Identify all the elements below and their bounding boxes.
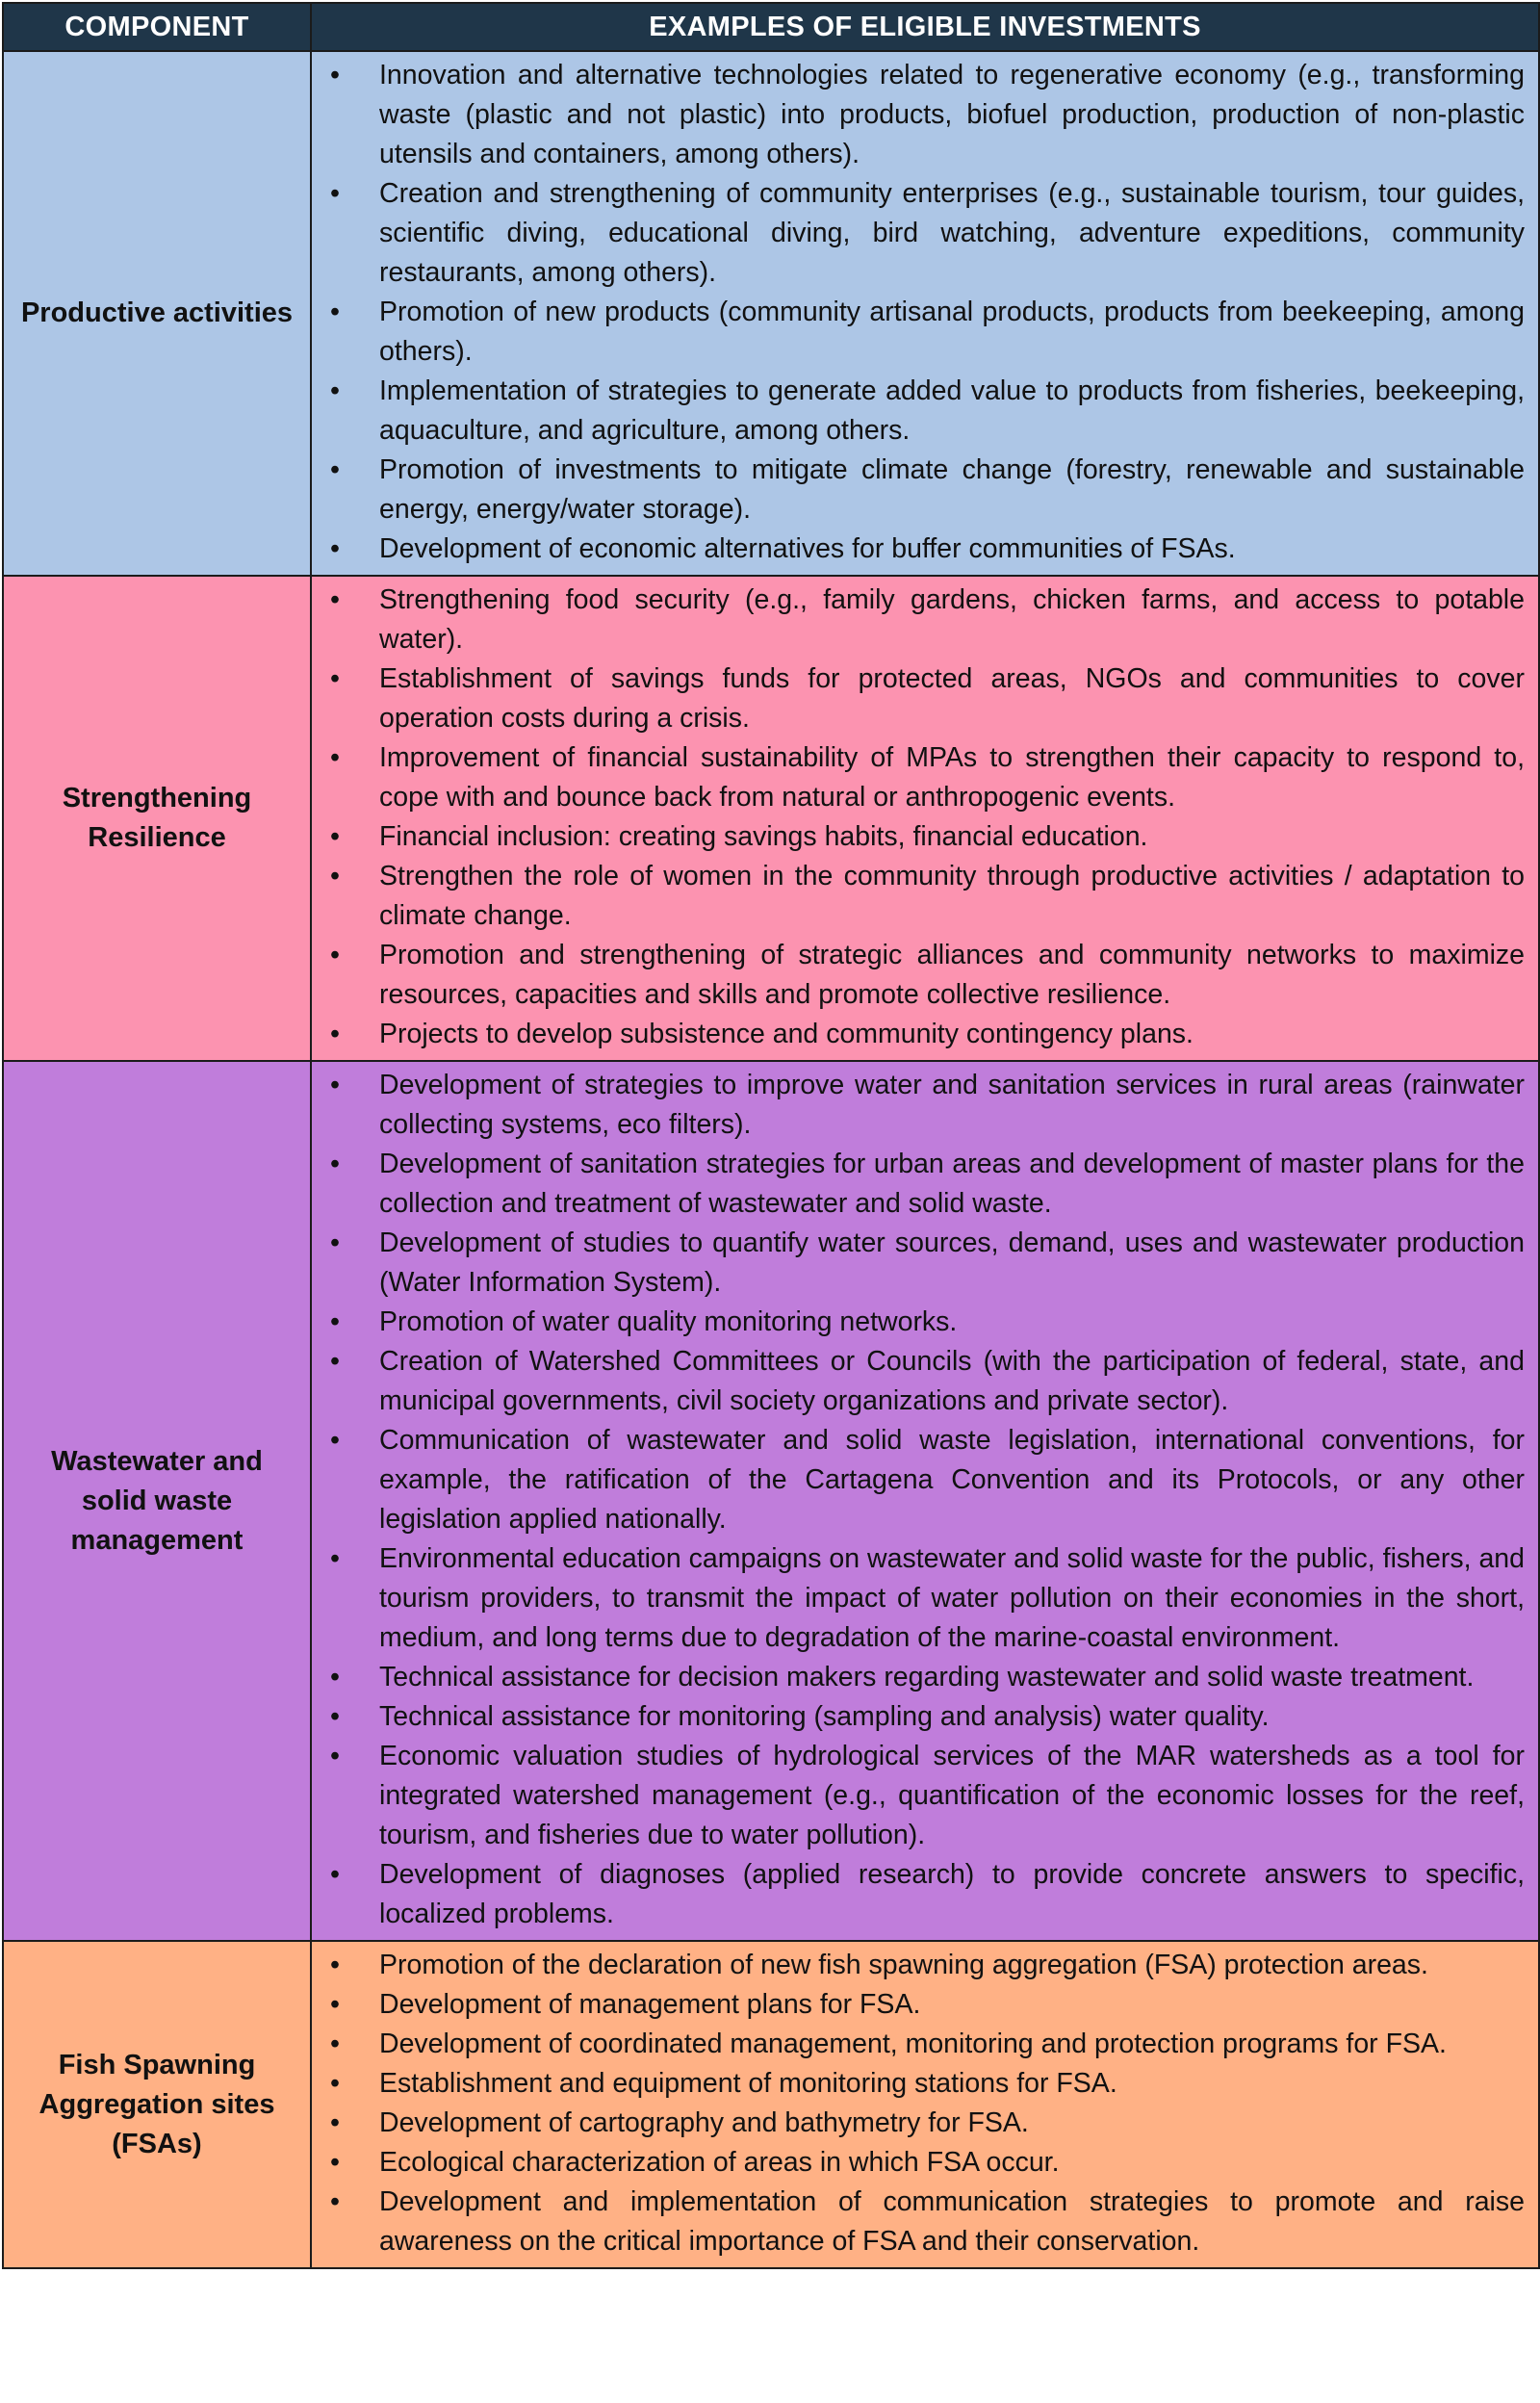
investment-examples-cell xyxy=(311,576,1539,1061)
list-item-text: Ecological characterization of areas in which FSA occur. xyxy=(379,2147,1060,2178)
component-label: Fish Spawning Aggregation sites (FSAs) xyxy=(3,1941,311,2268)
list-item-text: Development of sanitation strategies for urban areas and development of master plans for the collection and treatment of wastewater and solid waste. xyxy=(379,1149,1525,1219)
list-item xyxy=(312,1421,1525,1539)
list-item-text: Strengthen the role of women in the community through productive activities / adaptation to climate change. xyxy=(379,861,1525,931)
bullet-icon: • xyxy=(330,2068,340,2099)
list-item xyxy=(312,936,1525,1015)
bullet-icon: • xyxy=(330,178,340,209)
bullet-icon: • xyxy=(330,1701,340,1732)
list-item-text: Promotion of new products (community artisanal products, products from beekeeping, among others). xyxy=(379,297,1525,367)
list-item-text: Establishment of savings funds for protected areas, NGOs and communities to cover operation costs during a crisis. xyxy=(379,663,1525,734)
table-body xyxy=(3,51,1539,2268)
bullet-icon: • xyxy=(330,60,340,90)
list-item-text: Establishment and equipment of monitoring stations for FSA. xyxy=(379,2068,1117,2099)
list-item xyxy=(312,293,1525,372)
list-item xyxy=(312,1145,1525,1224)
list-item xyxy=(312,2143,1525,2183)
list-item xyxy=(312,1855,1525,1934)
list-item-text: Promotion of the declaration of new fish spawning aggregation (FSA) protection areas. xyxy=(379,1950,1428,1980)
bullet-icon: • xyxy=(330,1019,340,1049)
row-strengthening-resilience xyxy=(3,576,1539,1061)
list-item-text: Implementation of strategies to generate added value to products from fisheries, beekeeping, aquaculture, and agriculture, among others. xyxy=(379,375,1525,446)
list-item-text: Development of management plans for FSA. xyxy=(379,1989,921,2020)
bullet-icon: • xyxy=(330,297,340,327)
list-item xyxy=(312,1342,1525,1421)
bullet-icon: • xyxy=(330,2028,340,2059)
list-item xyxy=(312,2183,1525,2261)
component-label: Strengthening Resilience xyxy=(3,576,311,1061)
list-item xyxy=(312,738,1525,817)
list-item xyxy=(312,1946,1525,1985)
component-label: Productive activities xyxy=(3,51,311,576)
list-item xyxy=(312,1737,1525,1855)
list-item-text: Creation of Watershed Committees or Councils (with the participation of federal, state, and municipal governments, civil society organizations and private sector). xyxy=(379,1346,1525,1416)
investments-table-container xyxy=(2,2,1538,2269)
list-item-text: Innovation and alternative technologies related to regenerative economy (e.g., transforming waste (plastic and not plastic) into products, biofuel production, production of non-plastic utensils and containers, among others). xyxy=(379,60,1525,169)
investment-examples-cell xyxy=(311,1061,1539,1941)
list-item-text: Development of economic alternatives for buffer communities of FSAs. xyxy=(379,533,1236,564)
bullet-icon: • xyxy=(330,1950,340,1980)
bullet-icon: • xyxy=(330,1989,340,2020)
list-item xyxy=(312,530,1525,569)
list-item-text: Economic valuation studies of hydrological services of the MAR watersheds as a tool for integrated watershed management (e.g., quantification of the economic losses for the reef, tourism, and fisheries due to water pollution). xyxy=(379,1741,1525,1850)
list-item-text: Development of cartography and bathymetry for FSA. xyxy=(379,2107,1029,2138)
bullet-icon: • xyxy=(330,1859,340,1890)
header-examples: EXAMPLES OF ELIGIBLE INVESTMENTS xyxy=(311,3,1539,51)
list-item xyxy=(312,581,1525,659)
row-wastewater-solid-waste xyxy=(3,1061,1539,1941)
list-item xyxy=(312,1224,1525,1303)
bullet-icon: • xyxy=(330,1306,340,1337)
bullet-icon: • xyxy=(330,1149,340,1179)
list-item-text: Creation and strengthening of community enterprises (e.g., sustainable tourism, tour guides, scientific diving, educational diving, bird watching, adventure expeditions, community restaurants, among others). xyxy=(379,178,1525,288)
list-item xyxy=(312,2104,1525,2143)
bullet-icon: • xyxy=(330,1741,340,1771)
list-item-text: Strengthening food security (e.g., family gardens, chicken farms, and access to potable water). xyxy=(379,584,1525,655)
list-item-text: Development of diagnoses (applied research) to provide concrete answers to specific, localized problems. xyxy=(379,1859,1525,1929)
row-fish-spawning-aggregation xyxy=(3,1941,1539,2268)
bullet-icon: • xyxy=(330,1425,340,1456)
list-item-text: Technical assistance for monitoring (sampling and analysis) water quality. xyxy=(379,1701,1270,1732)
list-item xyxy=(312,56,1525,174)
investment-list xyxy=(312,581,1525,1054)
list-item-text: Improvement of financial sustainability of MPAs to strengthen their capacity to respond to, cope with and bounce back from natural or anthropogenic events. xyxy=(379,742,1525,813)
bullet-icon: • xyxy=(330,1227,340,1258)
list-item-text: Promotion and strengthening of strategic alliances and community networks to maximize resources, capacities and skills and promote collective resilience. xyxy=(379,940,1525,1010)
bullet-icon: • xyxy=(330,375,340,406)
bullet-icon: • xyxy=(330,1662,340,1692)
bullet-icon: • xyxy=(330,742,340,773)
list-item xyxy=(312,817,1525,857)
list-item xyxy=(312,372,1525,451)
list-item-text: Financial inclusion: creating savings habits, financial education. xyxy=(379,821,1148,852)
component-label: Wastewater and solid waste management xyxy=(3,1061,311,1941)
bullet-icon: • xyxy=(330,533,340,564)
investment-list xyxy=(312,1066,1525,1934)
bullet-icon: • xyxy=(330,821,340,852)
list-item xyxy=(312,1985,1525,2025)
row-productive-activities xyxy=(3,51,1539,576)
investment-examples-cell xyxy=(311,51,1539,576)
list-item-text: Promotion of water quality monitoring networks. xyxy=(379,1306,958,1337)
list-item xyxy=(312,451,1525,530)
list-item-text: Promotion of investments to mitigate climate change (forestry, renewable and sustainable energy, energy/water storage). xyxy=(379,454,1525,525)
list-item-text: Projects to develop subsistence and community contingency plans. xyxy=(379,1019,1194,1049)
bullet-icon: • xyxy=(330,454,340,485)
bullet-icon: • xyxy=(330,2186,340,2217)
bullet-icon: • xyxy=(330,663,340,694)
investment-examples-cell xyxy=(311,1941,1539,2268)
bullet-icon: • xyxy=(330,2147,340,2178)
header-component: COMPONENT xyxy=(3,3,311,51)
list-item-text: Development of studies to quantify water sources, demand, uses and wastewater production (Water Information System). xyxy=(379,1227,1525,1298)
list-item-text: Development of coordinated management, monitoring and protection programs for FSA. xyxy=(379,2028,1447,2059)
table-header xyxy=(3,3,1539,51)
bullet-icon: • xyxy=(330,861,340,891)
list-item xyxy=(312,659,1525,738)
list-item-text: Environmental education campaigns on wastewater and solid waste for the public, fishers, and tourism providers, to transmit the impact of water pollution on their economies in the short, medium, and long terms due to degradation of the marine-coastal environment. xyxy=(379,1543,1525,1653)
list-item xyxy=(312,1658,1525,1697)
list-item-text: Communication of wastewater and solid waste legislation, international conventions, for example, the ratification of the Cartagena Convention and its Protocols, or any other legislation applied nationally. xyxy=(379,1425,1525,1535)
list-item-text: Technical assistance for decision makers regarding wastewater and solid waste treatment. xyxy=(379,1662,1475,1692)
list-item xyxy=(312,857,1525,936)
bullet-icon: • xyxy=(330,2107,340,2138)
bullet-icon: • xyxy=(330,1543,340,1574)
list-item xyxy=(312,1539,1525,1658)
list-item xyxy=(312,2064,1525,2104)
list-item xyxy=(312,1015,1525,1054)
bullet-icon: • xyxy=(330,1346,340,1377)
list-item xyxy=(312,1303,1525,1342)
list-item xyxy=(312,174,1525,293)
bullet-icon: • xyxy=(330,584,340,615)
list-item-text: Development of strategies to improve water and sanitation services in rural areas (rainwater collecting systems, eco filters). xyxy=(379,1070,1525,1140)
list-item xyxy=(312,2025,1525,2064)
investment-list xyxy=(312,56,1525,569)
list-item xyxy=(312,1066,1525,1145)
bullet-icon: • xyxy=(330,940,340,970)
investment-list xyxy=(312,1946,1525,2261)
list-item xyxy=(312,1697,1525,1737)
header-row xyxy=(3,3,1539,51)
eligible-investments-table xyxy=(2,2,1540,2269)
bullet-icon: • xyxy=(330,1070,340,1100)
list-item-text: Development and implementation of communication strategies to promote and raise awareness on the critical importance of FSA and their conservation. xyxy=(379,2186,1525,2257)
